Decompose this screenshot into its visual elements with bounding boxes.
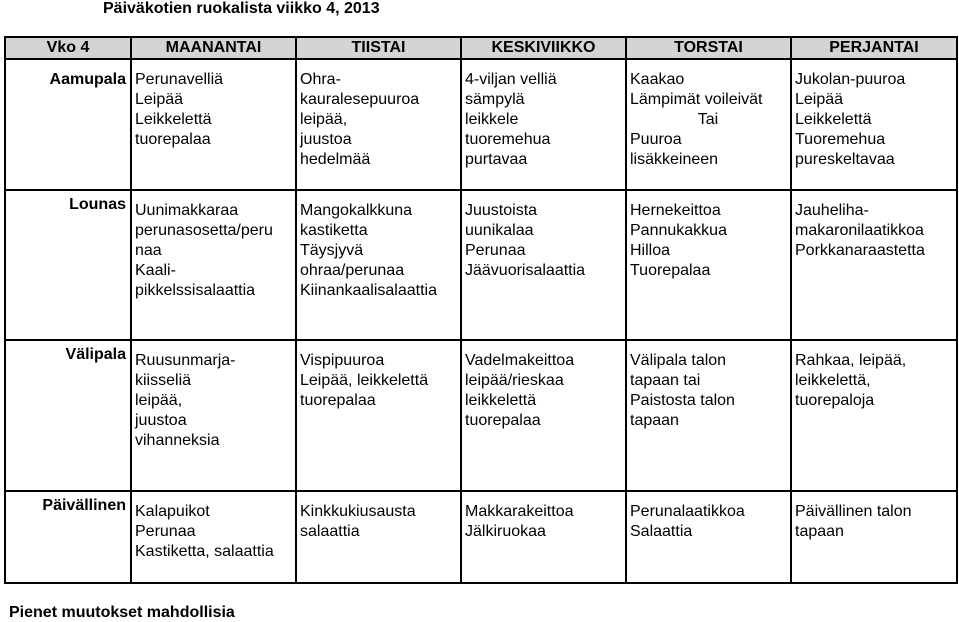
menu-item-line: tuorepaloja bbox=[795, 391, 875, 409]
menu-item-line: tuorepalaa bbox=[465, 411, 541, 429]
header-row bbox=[5, 37, 957, 59]
menu-cell-tuesday bbox=[296, 491, 461, 583]
menu-cell-wednesday bbox=[461, 59, 626, 190]
menu-item-line: leikkelettä, bbox=[795, 371, 871, 389]
menu-item-line: Perunaa bbox=[465, 242, 526, 259]
menu-item-line: Hernekeittoa bbox=[630, 202, 721, 219]
menu-cell-friday bbox=[791, 491, 957, 583]
meal-row bbox=[5, 340, 957, 492]
header-friday: PERJANTAI bbox=[791, 37, 957, 59]
menu-item-line: makaronilaatikkoa bbox=[795, 222, 924, 239]
menu-item-line: leikkelettä bbox=[465, 391, 537, 409]
menu-item-line: kiisseliä bbox=[135, 371, 192, 389]
menu-item-line: Uunimakkaraa bbox=[135, 202, 239, 219]
header-monday: MAANANTAI bbox=[131, 37, 296, 59]
menu-item-line: Perunalaatikkoa bbox=[630, 503, 745, 521]
meal-row bbox=[5, 59, 957, 190]
menu-cell-thursday bbox=[626, 59, 791, 190]
menu-item-line: Jauheliha- bbox=[795, 202, 869, 219]
menu-item-line: Kalapuikot bbox=[135, 503, 210, 521]
menu-item-line: Mangokalkkuna bbox=[300, 202, 413, 219]
menu-item-line: Leikkelettä bbox=[795, 111, 872, 128]
menu-item-line: tuorepalaa bbox=[300, 391, 376, 409]
menu-cell-wednesday bbox=[461, 491, 626, 583]
page-title: Päiväkotien ruokalista viikko 4, 2013 bbox=[103, 0, 380, 17]
meal-label: Päivällinen bbox=[5, 491, 131, 583]
menu-item-line: purtavaa bbox=[465, 151, 528, 168]
menu-item-line: Täysjyvä bbox=[300, 242, 364, 259]
menu-item-line: kauralesepuuroa bbox=[300, 91, 420, 108]
meal-label: Aamupala bbox=[5, 59, 131, 190]
menu-item-line: vihanneksia bbox=[135, 431, 220, 449]
menu-cell-friday bbox=[791, 59, 957, 190]
menu-item-line: pikkelssisalaattia bbox=[135, 282, 256, 299]
menu-item-line: Leipää bbox=[795, 91, 844, 108]
menu-cell-thursday bbox=[626, 491, 791, 583]
menu-item-line: Tuoremehua bbox=[795, 131, 886, 148]
menu-item-line: Vispipuuroa bbox=[300, 351, 385, 369]
menu-cell-friday bbox=[791, 190, 957, 340]
menu-item-line: leipää/rieskaa bbox=[465, 371, 564, 389]
menu-item-line: Makkarakeittoa bbox=[465, 503, 574, 521]
menu-item-line: Leipää, leikkelettä bbox=[300, 371, 429, 389]
menu-item-line: leipää, bbox=[135, 391, 183, 409]
menu-cell-tuesday bbox=[296, 340, 461, 492]
menu-item-line: hedelmää bbox=[300, 151, 371, 168]
menu-item-line: Rahkaa, leipää, bbox=[795, 351, 907, 369]
menu-item-line: Päivällinen talon bbox=[795, 503, 912, 521]
menu-item-line: tapaan bbox=[795, 523, 844, 541]
menu-item-line: Perunavelliä bbox=[135, 71, 224, 88]
menu-table bbox=[4, 36, 958, 584]
menu-item-line: Salaattia bbox=[630, 523, 693, 541]
menu-cell-wednesday bbox=[461, 190, 626, 340]
menu-item-line: Leikkelettä bbox=[135, 111, 212, 128]
menu-item-line: perunasosetta/peru bbox=[135, 222, 273, 239]
menu-item-line: leipää, bbox=[300, 111, 348, 128]
menu-item-line: tuoremehua bbox=[465, 131, 551, 148]
menu-item-line: Kaali- bbox=[135, 262, 176, 279]
menu-cell-wednesday bbox=[461, 340, 626, 492]
menu-item-line: uunikalaa bbox=[465, 222, 534, 239]
menu-item-line: Lämpimät voileivät bbox=[630, 91, 763, 108]
menu-cell-tuesday bbox=[296, 190, 461, 340]
menu-item-line: Jälkiruokaa bbox=[465, 523, 546, 541]
menu-item-line: salaattia bbox=[300, 523, 360, 541]
menu-item-line: Porkkanaraastetta bbox=[795, 242, 925, 259]
menu-item-line: Kastiketta, salaattia bbox=[135, 543, 274, 561]
menu-item-line: Leipää bbox=[135, 91, 184, 108]
header-week: Vko 4 bbox=[5, 37, 131, 59]
meal-label: Lounas bbox=[5, 190, 131, 340]
meal-row bbox=[5, 190, 957, 340]
menu-item-line: Kaakao bbox=[630, 71, 685, 88]
menu-cell-friday bbox=[791, 340, 957, 492]
menu-item-line: tuorepalaa bbox=[135, 131, 211, 148]
menu-item-line: Kiinankaalisalaattia bbox=[300, 282, 437, 299]
menu-cell-tuesday bbox=[296, 59, 461, 190]
menu-item-line: Jäävuorisalaattia bbox=[465, 262, 586, 279]
menu-item-line: Välipala talon bbox=[630, 351, 727, 369]
menu-cell-monday bbox=[131, 59, 296, 190]
menu-item-line: naa bbox=[135, 242, 162, 259]
menu-item-line: Kinkkukiusausta bbox=[300, 503, 416, 521]
menu-item-line: ohraa/perunaa bbox=[300, 262, 405, 279]
footer-note: Pienet muutokset mahdollisia bbox=[9, 604, 235, 621]
menu-item-line: pureskeltavaa bbox=[795, 151, 895, 168]
menu-item-line: tapaan bbox=[630, 411, 679, 429]
menu-cell-monday bbox=[131, 190, 296, 340]
menu-item-line: Vadelmakeittoa bbox=[465, 351, 575, 369]
meal-row bbox=[5, 491, 957, 583]
menu-item-line: lisäkkeineen bbox=[630, 151, 719, 168]
menu-item-line: Paistosta talon bbox=[630, 391, 735, 409]
menu-item-line: Hilloa bbox=[630, 242, 671, 259]
menu-item-line: tapaan tai bbox=[630, 371, 701, 389]
menu-item-line: Tuorepalaa bbox=[630, 262, 711, 279]
menu-item-line: Pannukakkua bbox=[630, 222, 727, 239]
meal-label: Välipala bbox=[5, 340, 131, 492]
header-wednesday: KESKIVIIKKO bbox=[461, 37, 626, 59]
menu-item-line: leikkele bbox=[465, 111, 519, 128]
menu-item-line: juustoa bbox=[135, 411, 187, 429]
menu-item-line: 4-viljan velliä bbox=[465, 71, 557, 88]
menu-item-line: Puuroa bbox=[630, 131, 682, 148]
menu-item-line: Perunaa bbox=[135, 523, 196, 541]
menu-item-line: kastiketta bbox=[300, 222, 368, 239]
menu-item-line: sämpylä bbox=[465, 91, 525, 108]
header-thursday: TORSTAI bbox=[626, 37, 791, 59]
menu-item-line: Juustoista bbox=[465, 202, 538, 219]
menu-cell-monday bbox=[131, 491, 296, 583]
menu-item-line: Jukolan-puuroa bbox=[795, 71, 906, 88]
header-tuesday: TIISTAI bbox=[296, 37, 461, 59]
menu-item-line: juustoa bbox=[300, 131, 352, 148]
menu-cell-thursday bbox=[626, 190, 791, 340]
menu-cell-thursday bbox=[626, 340, 791, 492]
menu-cell-monday bbox=[131, 340, 296, 492]
menu-item-line: Ohra- bbox=[300, 71, 341, 88]
menu-item-line: Tai bbox=[697, 111, 719, 128]
menu-item-line: Ruusunmarja- bbox=[135, 351, 236, 369]
